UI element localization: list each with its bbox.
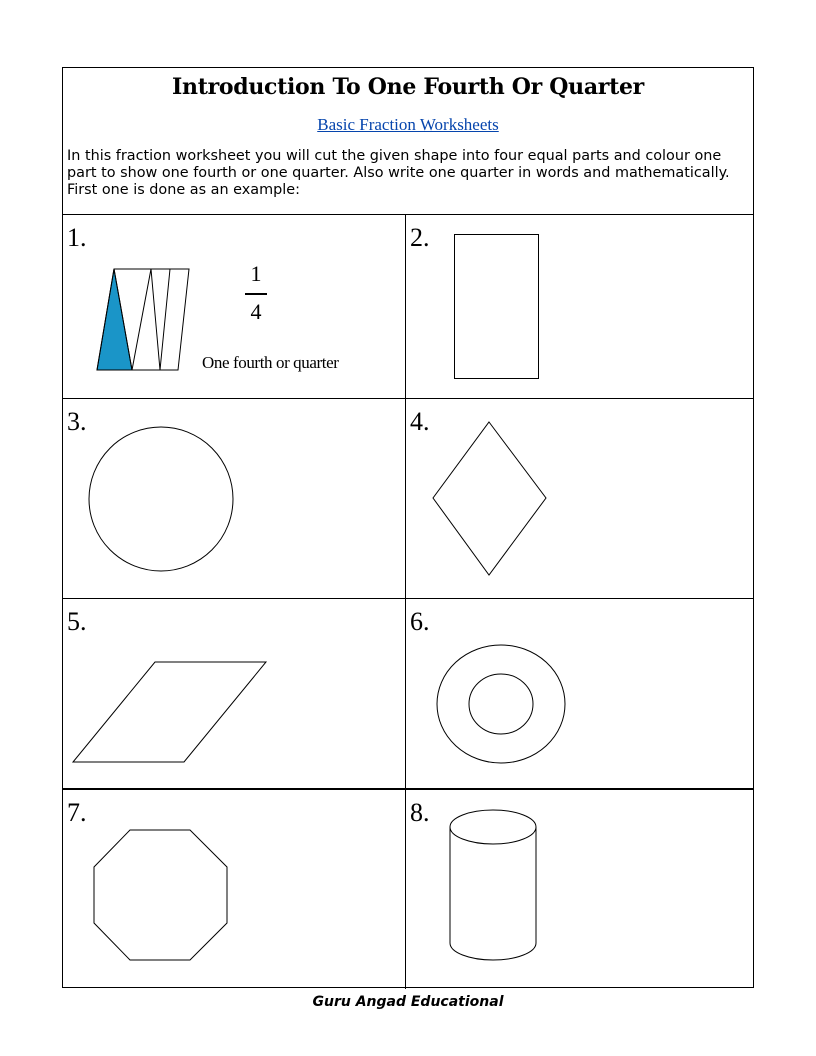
- problem-cell-5: [63, 599, 405, 788]
- problem-cell-7: [63, 790, 405, 989]
- footer-credit: Guru Angad Educational: [312, 994, 504, 1010]
- instructions-text: In this fraction worksheet you will cut the given shape into four equal parts and colour one part to show one fourth or one quarter. Also write one quarter in words and mathematically. First one is done as an example:: [67, 148, 730, 198]
- concentric-circles-icon: [436, 644, 570, 768]
- parallelogram-icon: [72, 661, 268, 765]
- problem-number: 2.: [410, 223, 430, 252]
- octagon-icon: [93, 829, 229, 963]
- example-caption: One fourth or quarter: [202, 353, 339, 372]
- problem-number: 7.: [67, 798, 87, 827]
- problem-number: 3.: [67, 407, 87, 436]
- worksheet-header: [63, 68, 753, 215]
- problem-cell-8: [406, 790, 755, 989]
- problem-number: 4.: [410, 407, 430, 436]
- rhombus-icon: [432, 421, 548, 577]
- basic-fraction-worksheets-link[interactable]: Basic Fraction Worksheets: [317, 115, 499, 134]
- problem-number: 1.: [67, 223, 87, 252]
- problem-number: 8.: [410, 798, 430, 827]
- problem-number: 6.: [410, 607, 430, 636]
- problem-number: 5.: [67, 607, 87, 636]
- page-title: Introduction To One Fourth Or Quarter: [172, 74, 644, 100]
- problem-cell-1: [63, 215, 405, 398]
- problem-cell-6: [406, 599, 755, 788]
- circle-icon: [88, 426, 236, 574]
- worksheet-frame: [62, 67, 754, 988]
- trapezoid-example-icon: [96, 269, 196, 373]
- cylinder-icon: [448, 809, 538, 963]
- rectangle-icon: [454, 234, 540, 380]
- problem-cell-2: [406, 215, 755, 398]
- fraction-bar: [245, 293, 267, 295]
- fraction-denominator: 4: [250, 299, 262, 324]
- problem-cell-4: [406, 399, 755, 598]
- problem-cell-3: [63, 399, 405, 598]
- fraction-numerator: 1: [250, 261, 262, 286]
